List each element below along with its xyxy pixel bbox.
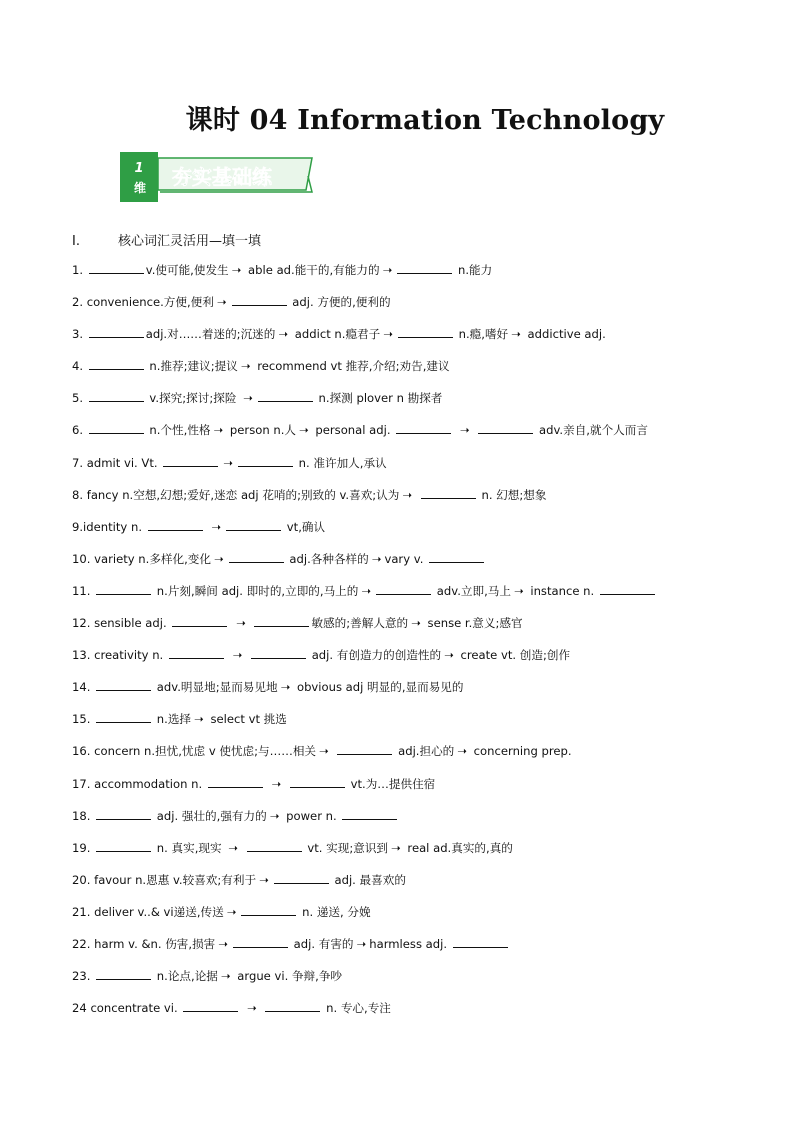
item-text: 21. deliver v..& vi递送,传送	[72, 904, 224, 919]
item-text: 11.	[72, 583, 95, 598]
answer-blank[interactable]	[96, 584, 151, 595]
item-text: 3.	[72, 327, 87, 342]
answer-blank[interactable]	[233, 937, 288, 948]
answer-blank[interactable]	[241, 905, 296, 916]
item-text: 4.	[72, 359, 87, 374]
item-text: obvious adj 明显的,显而易见的	[293, 680, 464, 695]
item-text: able ad.能干的,有能力的	[244, 263, 380, 277]
item-text: adv.亲自,就个人而言	[535, 423, 648, 438]
item-text: 15.	[72, 712, 95, 727]
item-text: adv.立即,马上	[433, 583, 511, 598]
item-text: 22. harm v. &n. 伤害,损害	[72, 936, 216, 951]
vocabulary-list	[72, 262, 712, 1032]
item-text: 8. fancy n.空想,幻想;爱好,迷恋 adj 花哨的;别致的 v.喜欢;认为	[72, 487, 400, 502]
arrow-icon: ➝	[247, 1001, 257, 1016]
answer-blank[interactable]	[398, 327, 453, 338]
list-item	[72, 455, 712, 487]
arrow-icon: ➝	[269, 808, 280, 823]
list-item	[72, 615, 712, 647]
answer-blank[interactable]	[208, 777, 263, 788]
answer-blank[interactable]	[247, 841, 302, 852]
arrow-icon: ➝	[259, 872, 269, 887]
item-text: n.推荐;建议;提议	[145, 359, 238, 374]
item-text: 18.	[72, 808, 95, 823]
item-text: 16. concern n.担忧,忧虑 v 使忧虑;与……相关	[72, 744, 317, 759]
item-text: adj. 方便的,便利的	[288, 295, 391, 310]
item-text: n.能力	[454, 263, 493, 277]
section-banner	[120, 152, 316, 202]
arrow-icon: ➝	[383, 327, 393, 342]
list-item	[72, 743, 712, 775]
item-text	[249, 616, 253, 630]
list-item	[72, 583, 712, 615]
item-text: n.探测 plover n 勘探者	[314, 391, 443, 406]
item-text: n.片刻,瞬间 adj. 即时的,立即的,马上的	[153, 583, 359, 598]
answer-blank[interactable]	[238, 456, 293, 467]
arrow-icon: ➝	[299, 423, 309, 438]
answer-blank[interactable]	[429, 552, 484, 563]
item-text: 6.	[72, 423, 87, 438]
item-text: 23.	[72, 969, 95, 984]
item-text: vary v.	[384, 551, 428, 566]
list-item	[72, 1000, 712, 1032]
item-text: addict n.瘾君子	[291, 327, 381, 342]
arrow-icon: ➝	[211, 519, 222, 534]
answer-blank[interactable]	[232, 295, 287, 306]
section-number: I.	[72, 234, 80, 249]
list-item	[72, 487, 712, 519]
item-text: 2. convenience.方便,便利	[72, 295, 214, 310]
item-text: 5.	[72, 391, 87, 406]
item-text: 17. accommodation n.	[72, 776, 206, 791]
arrow-icon: ➝	[444, 648, 454, 663]
item-text: vt,确认	[283, 519, 326, 534]
item-text: vt.为…提供住宿	[346, 776, 436, 791]
arrow-icon: ➝	[371, 551, 382, 566]
item-text	[205, 520, 209, 534]
list-item	[72, 326, 712, 358]
page-title: 课时 04 Information Technology	[185, 105, 665, 136]
arrow-icon: ➝	[402, 487, 413, 502]
answer-blank[interactable]	[163, 456, 218, 467]
arrow-icon: ➝	[280, 680, 291, 695]
arrow-icon: ➝	[511, 327, 521, 342]
arrow-icon: ➝	[513, 583, 524, 598]
arrow-icon: ➝	[228, 840, 238, 855]
list-item	[72, 551, 712, 583]
item-text	[245, 648, 249, 662]
arrow-icon: ➝	[457, 744, 467, 759]
arrow-icon: ➝	[411, 616, 421, 631]
answer-blank[interactable]	[96, 969, 151, 980]
item-text: person n.人	[226, 423, 296, 438]
item-text: v.使可能,使发生	[145, 263, 229, 277]
list-item	[72, 679, 712, 711]
item-text: n.论点,论据	[153, 969, 218, 984]
item-text: adj. 有创造力的创造性的	[308, 648, 442, 663]
arrow-icon: ➝	[194, 712, 204, 727]
item-text: 13. creativity n.	[72, 648, 167, 663]
item-text: select vt 挑选	[206, 712, 287, 727]
item-text: 敏感的;善解人意的	[311, 616, 409, 631]
item-text: recommend vt 推荐,介绍;劝告,建议	[253, 359, 450, 374]
item-text: adj. 强壮的,强有力的	[153, 808, 267, 823]
arrow-icon: ➝	[243, 391, 253, 406]
item-text: n. 准许加人,承认	[294, 455, 387, 470]
item-text	[229, 616, 233, 630]
section-label: 核心词汇灵活用—填一填	[118, 234, 262, 249]
item-text: 1.	[72, 263, 87, 277]
arrow-icon: ➝	[226, 904, 237, 919]
item-text: harmless adj.	[369, 936, 451, 951]
item-text	[260, 1001, 264, 1015]
arrow-icon: ➝	[213, 423, 224, 438]
list-item	[72, 936, 712, 968]
answer-blank[interactable]	[274, 873, 329, 884]
answer-blank[interactable]	[96, 680, 151, 691]
item-text: n. 真实,现实	[153, 840, 226, 855]
item-text: 12. sensible adj.	[72, 616, 171, 631]
item-text: adj.各种各样的	[285, 551, 369, 566]
item-text: adj. 最喜欢的	[330, 872, 406, 887]
answer-blank[interactable]	[376, 584, 431, 595]
item-text: personal adj.	[311, 423, 395, 438]
item-text: 9.identity n.	[72, 519, 146, 534]
arrow-icon: ➝	[232, 648, 243, 663]
item-text: real ad.真实的,真的	[403, 840, 513, 855]
arrow-icon: ➝	[278, 327, 289, 342]
answer-blank[interactable]	[397, 263, 452, 274]
item-text: n. 专心,专注	[322, 1001, 391, 1016]
list-item	[72, 294, 712, 326]
banner-label: 夯实基础练	[172, 165, 272, 189]
item-text: v.探究;探讨;探险	[145, 391, 241, 406]
item-text: 10. variety n.多样化,变化	[72, 551, 211, 566]
arrow-icon: ➝	[361, 583, 372, 598]
item-text: adj.对……着迷的;沉迷的	[145, 327, 276, 342]
answer-blank[interactable]	[229, 552, 284, 563]
item-text: 24 concentrate vi.	[72, 1001, 182, 1016]
item-text: create vt. 创造;创作	[456, 648, 571, 663]
arrow-icon: ➝	[356, 936, 367, 951]
arrow-icon: ➝	[214, 551, 224, 566]
answer-blank[interactable]	[258, 391, 313, 402]
answer-blank[interactable]	[96, 712, 151, 723]
item-text: adj.担心的	[394, 744, 455, 759]
answer-blank[interactable]	[172, 616, 227, 627]
answer-blank[interactable]	[89, 359, 144, 370]
answer-blank[interactable]	[254, 616, 309, 627]
item-text: concerning prep.	[470, 744, 572, 759]
arrow-icon: ➝	[319, 744, 329, 759]
arrow-icon: ➝	[271, 776, 282, 791]
list-item	[72, 519, 712, 551]
item-text: n.个性,性格	[145, 423, 211, 438]
answer-blank[interactable]	[396, 423, 451, 434]
list-item	[72, 390, 712, 422]
answer-blank[interactable]	[478, 423, 533, 434]
item-text: power n.	[282, 808, 341, 823]
banner-dim: 维	[133, 181, 147, 195]
item-text: 20. favour n.恩惠 v.较喜欢;有利于	[72, 872, 257, 887]
arrow-icon: ➝	[240, 359, 251, 374]
arrow-icon: ➝	[391, 840, 401, 855]
item-text: vt. 实现;意识到	[303, 840, 389, 855]
answer-blank[interactable]	[337, 744, 392, 755]
answer-blank[interactable]	[421, 488, 476, 499]
answer-blank[interactable]	[89, 327, 144, 338]
list-item	[72, 358, 712, 390]
list-item	[72, 422, 712, 454]
answer-blank[interactable]	[453, 937, 508, 948]
item-text	[241, 841, 245, 855]
list-item	[72, 904, 712, 936]
arrow-icon: ➝	[231, 263, 242, 277]
item-text: n. 递送, 分娩	[298, 904, 371, 919]
answer-blank[interactable]	[183, 1001, 238, 1012]
banner-number: 1	[134, 161, 144, 176]
list-item	[72, 840, 712, 872]
arrow-icon: ➝	[223, 455, 233, 470]
answer-blank[interactable]	[96, 809, 151, 820]
list-item	[72, 647, 712, 679]
item-text: adj. 有害的	[290, 936, 354, 951]
list-item	[72, 808, 712, 840]
banner-graphic	[120, 152, 316, 202]
list-item	[72, 872, 712, 904]
answer-blank[interactable]	[251, 648, 306, 659]
item-text	[265, 777, 269, 791]
answer-blank[interactable]	[89, 263, 144, 274]
item-text	[226, 648, 230, 662]
answer-blank[interactable]	[265, 1001, 320, 1012]
item-text: sense r.意义;感官	[423, 616, 523, 631]
item-text: n. 幻想;想象	[477, 487, 547, 502]
item-text: adv.明显地;显而易见地	[153, 680, 278, 695]
item-text: 19.	[72, 840, 95, 855]
item-text: 7. admit vi. Vt.	[72, 455, 162, 470]
answer-blank[interactable]	[148, 520, 203, 531]
item-text: n.选择	[153, 712, 192, 727]
list-item	[72, 776, 712, 808]
item-text	[473, 423, 477, 437]
arrow-icon: ➝	[220, 969, 231, 984]
arrow-icon: ➝	[382, 263, 393, 277]
item-text: n.瘾,嗜好	[454, 327, 509, 342]
list-item	[72, 262, 712, 294]
item-text	[415, 488, 419, 502]
section-heading	[72, 230, 261, 249]
arrow-icon: ➝	[216, 295, 227, 310]
item-text	[453, 423, 457, 437]
answer-blank[interactable]	[226, 520, 281, 531]
item-text: argue vi. 争辩,争吵	[233, 969, 343, 984]
item-text: 14.	[72, 680, 95, 695]
answer-blank[interactable]	[89, 423, 144, 434]
answer-blank[interactable]	[342, 809, 397, 820]
arrow-icon: ➝	[459, 423, 470, 438]
item-text: addictive adj.	[523, 327, 606, 342]
item-text: instance n.	[526, 583, 598, 598]
answer-blank[interactable]	[96, 841, 151, 852]
item-text	[240, 1001, 244, 1015]
answer-blank[interactable]	[89, 391, 144, 402]
arrow-icon: ➝	[218, 936, 228, 951]
answer-blank[interactable]	[290, 777, 345, 788]
arrow-icon: ➝	[236, 616, 246, 631]
item-text	[332, 744, 336, 758]
item-text	[284, 777, 288, 791]
answer-blank[interactable]	[600, 584, 655, 595]
list-item	[72, 968, 712, 1000]
answer-blank[interactable]	[169, 648, 224, 659]
list-item	[72, 711, 712, 743]
